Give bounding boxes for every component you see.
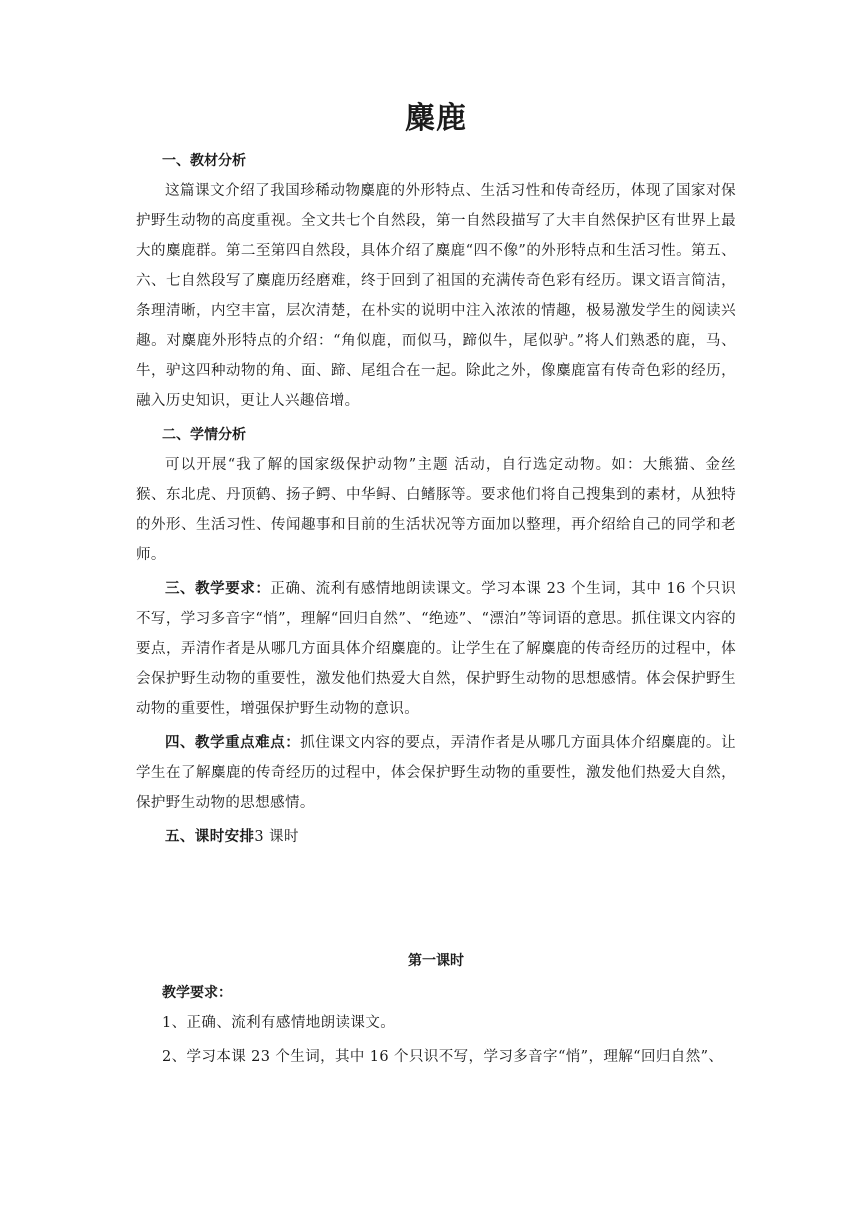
text-class-schedule: 3 课时 [254, 829, 299, 845]
paragraph-key-difficulties [136, 728, 736, 818]
lead-class-schedule: 五、课时安排 [165, 829, 255, 845]
paragraph-student-analysis: 可以开展“我了解的国家级保护动物”主题 活动，自行选定动物。如：大熊猫、金丝猴、东北虎、丹顶鹤、扬子鳄、中华鲟、白鳍豚等。要求他们将自己搜集到的素材，从独特的外形、生活习性、传闻趣事和目前的生活状况等方面加以整理，再介绍给自己的同学和老师。 [136, 457, 736, 563]
list-item: 2、学习本课 23 个生词，其中 16 个只识不写，学习多音字“悄”，理解“回归自然”、 [162, 1049, 724, 1065]
text-key-difficulties: 抓住课文内容的要点，弄清作者是从哪几方面具体介绍麋鹿的。让学生在了解麋鹿的传奇经历的过程中，体会保护野生动物的重要性，激发他们热爱大自然，保护野生动物的思想感情。 [136, 735, 736, 811]
lesson-requirements-heading: 教学要求： [162, 985, 232, 1001]
lead-key-difficulties: 四、教学重点难点： [165, 735, 301, 751]
document-title: 麋鹿 [405, 101, 467, 136]
text-teaching-requirements: 正确、流利有感情地朗读课文。学习本课 23 个生词，其中 16 个只识不写，学习多音字“悄”，理解“回归自然”、“绝迹”、“漂泊”等词语的意思。抓住课文内容的要点，弄清作者是从哪几方面具体介绍麋鹿的。让学生在了解麋鹿的传奇经历的过程中，体会保护野生动物的重要性，激发他们热爱大自然，保护野生动物的思想感情。体会保护野生动物的重要性，增强保护野生动物的意识。 [136, 581, 736, 717]
paragraph-class-schedule [136, 822, 736, 852]
paragraph-teaching-requirements [136, 574, 736, 724]
lead-teaching-requirements: 三、教学要求： [165, 581, 271, 597]
lesson-title: 第一课时 [408, 953, 464, 969]
spacer-large [136, 852, 736, 946]
paragraph-textbook-analysis: 这篇课文介绍了我国珍稀动物麋鹿的外形特点、生活习性和传奇经历，体现了国家对保护野生动物的高度重视。全文共七个自然段，第一自然段描写了大丰自然保护区有世界上最大的麋鹿群。第二至第四自然段，具体介绍了麋鹿“四不像”的外形特点和生活习性。第五、六、七自然段写了麋鹿历经磨难，终于回到了祖国的充满传奇色彩有经历。课文语言简洁，条理清晰，内空丰富，层次清楚，在朴实的说明中注入浓浓的情趣，极易激发学生的阅读兴趣。对麋鹿外形特点的介绍：“角似鹿，而似马，蹄似牛，尾似驴。”将人们熟悉的鹿，马、牛，驴这四种动物的角、面、蹄、尾组合在一起。除此之外，像麋鹿富有传奇色彩的经历，融入历史知识，更让人兴趣倍增。 [136, 183, 736, 409]
document-body [136, 96, 736, 1072]
list-item: 1、正确、流利有感情地朗读课文。 [162, 1015, 396, 1031]
section-heading-student-analysis: 二、学情分析 [162, 427, 246, 443]
section-heading-textbook-analysis: 一、教材分析 [162, 153, 246, 169]
